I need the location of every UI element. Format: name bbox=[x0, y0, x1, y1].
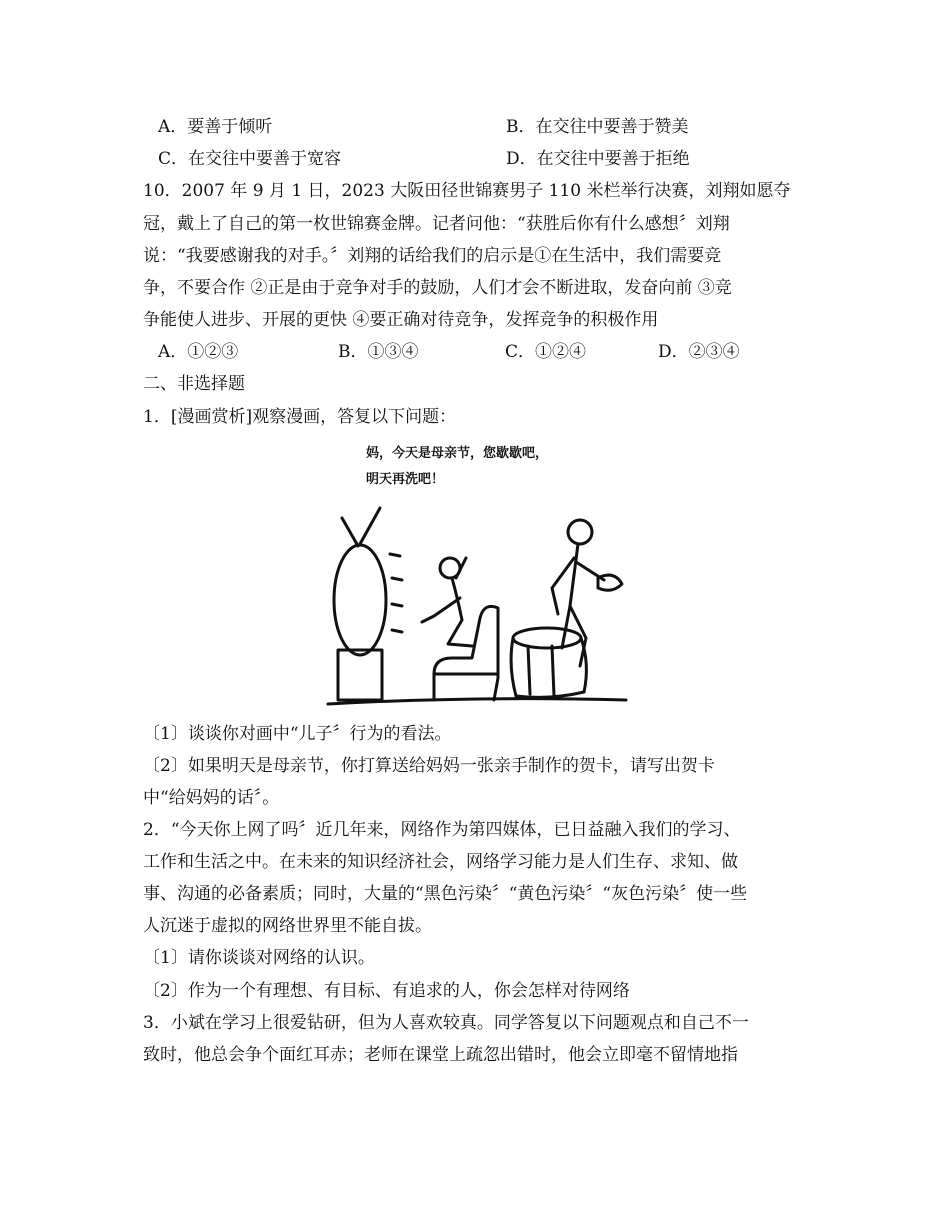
q1-stem: 1．[漫画赏析]观察漫画，答复以下问题： bbox=[143, 407, 457, 427]
cartoon-caption: 妈，今天是母亲节，您歇歇吧， bbox=[366, 446, 549, 461]
section-title: 二、非选择题 bbox=[143, 374, 245, 394]
q2-sub2: 〔2〕作为一个有理想、有目标、有追求的人，你会怎样对待网络 bbox=[143, 981, 630, 1001]
q3-line: 致时，他总会争个面红耳赤；老师在课堂上疏忽出错时，他会立即毫不留情地指 bbox=[143, 1045, 738, 1065]
q9-option-b: B．在交往中要善于赞美 bbox=[506, 117, 689, 137]
q10-line: 争能使人进步、开展的更快 ④要正确对待竞争，发挥竞争的积极作用 bbox=[143, 310, 659, 330]
q10-option-d: D．②③④ bbox=[658, 342, 740, 362]
q1-sub2: 〔2〕如果明天是母亲节，你打算送给妈妈一张亲手制作的贺卡，请写出贺卡 bbox=[143, 756, 715, 776]
q10-option-a: A．①②③ bbox=[158, 342, 239, 362]
q10-line: 说：“我要感谢我的对手。〞刘翔的话给我们的启示是①在生活中，我们需要竞 bbox=[143, 246, 722, 266]
q10-line: 10．2007 年 9 月 1 日，2023 大阪田径世锦赛男子 110 米栏举行决赛，刘翔如愿夺 bbox=[143, 181, 791, 201]
q10-line: 争，不要合作 ②正是由于竞争对手的鼓励，人们才会不断进取，发奋向前 ③竞 bbox=[143, 278, 732, 298]
q9-option-c: C．在交往中要善于宽容 bbox=[158, 149, 342, 169]
q10-line: 冠，戴上了自己的第一枚世锦赛金牌。记者问他：“获胜后你有什么感想〞刘翔 bbox=[143, 214, 730, 234]
cartoon-drawing bbox=[322, 438, 632, 710]
cartoon-caption: 明天再洗吧！ bbox=[366, 472, 445, 487]
q9-option-d: D．在交往中要善于拒绝 bbox=[506, 149, 690, 169]
q2-line: 2．“今天你上网了吗〞近几年来，网络作为第四媒体，已日益融入我们的学习、 bbox=[143, 820, 741, 840]
q2-line: 工作和生活之中。在未来的知识经济社会，网络学习能力是人们生存、求知、做 bbox=[143, 852, 738, 872]
q10-option-c: C．①②④ bbox=[505, 342, 587, 362]
q2-line: 事、沟通的必备素质；同时，大量的“黑色污染〞“黄色污染〞“灰色污染〞使一些 bbox=[143, 884, 748, 904]
q2-line: 人沉迷于虚拟的网络世界里不能自拔。 bbox=[143, 916, 432, 936]
q1-sub2-cont: 中“给妈妈的话〞。 bbox=[143, 788, 280, 808]
q10-option-b: B．①③④ bbox=[338, 342, 419, 362]
q1-sub1: 〔1〕谈谈你对画中“儿子〞行为的看法。 bbox=[143, 724, 452, 744]
q9-option-a: A．要善于倾听 bbox=[158, 117, 273, 137]
q3-line: 3．小斌在学习上很爱钻研，但为人喜欢较真。同学答复以下问题观点和自己不一 bbox=[143, 1013, 749, 1033]
q2-sub1: 〔1〕请你谈谈对网络的认识。 bbox=[143, 948, 375, 968]
cartoon-illustration bbox=[322, 438, 632, 710]
